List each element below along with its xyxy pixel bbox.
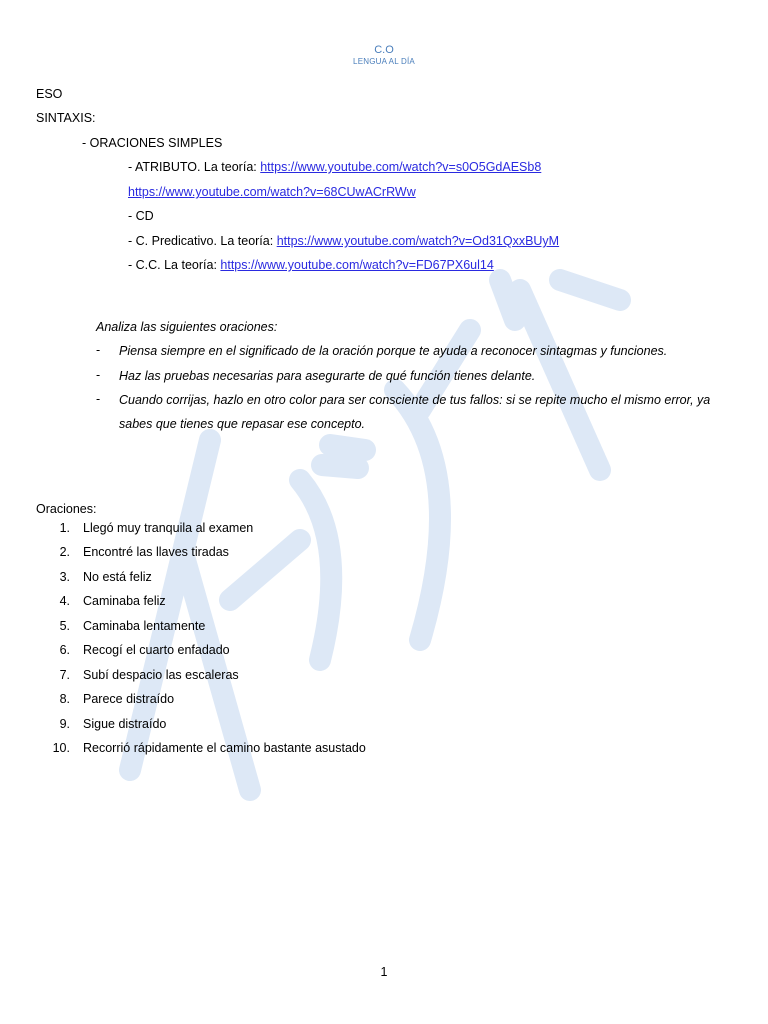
sentence-text: Caminaba feliz: [83, 594, 166, 608]
topic-atributo: [128, 159, 541, 175]
sentence-text: Recogí el cuarto enfadado: [83, 643, 230, 657]
sentence-number: 6.: [59, 643, 70, 657]
youtube-link[interactable]: https://www.youtube.com/watch?v=Od31QxxBUyM: [276, 234, 560, 248]
sentence-text: Sigue distraído: [83, 717, 167, 731]
instruction-item-continued: sabes que tienes que repasar ese concepto.: [119, 417, 366, 431]
instruction-item: Piensa siempre en el significado de la oración porque te ayuda a reconocer sintagmas y funciones.: [119, 344, 668, 358]
instruction-item: Cuando corrijas, hazlo en otro color para ser consciente de tus fallos: si se repite mucho el mismo error, ya: [119, 393, 711, 407]
topic-label: - CD: [128, 209, 154, 223]
sentence-number: 1.: [59, 521, 70, 535]
sentence-text: Caminaba lentamente: [83, 619, 206, 633]
subsection-heading: - ORACIONES SIMPLES: [82, 136, 223, 150]
sentence-text: Parece distraído: [83, 692, 175, 706]
sentence-number: 3.: [59, 570, 70, 584]
sentences-heading: Oraciones:: [36, 502, 97, 516]
sentence-text: Recorrió rápidamente el camino bastante asustado: [83, 741, 366, 755]
topic-label: - ATRIBUTO. La teoría:: [128, 160, 261, 174]
level-label: ESO: [36, 87, 63, 101]
header-subtitle: LENGUA AL DÍA: [353, 57, 415, 66]
topic-label: - C. Predicativo. La teoría:: [128, 234, 277, 248]
topic-atributo-extra: [128, 184, 416, 200]
topic-cd: [128, 208, 154, 224]
sentence-number: 5.: [59, 619, 70, 633]
sentence-number: 2.: [59, 545, 70, 559]
page-number: 1: [380, 965, 388, 979]
sentence-number: 4.: [59, 594, 70, 608]
topic-predicativo: [128, 233, 559, 249]
bullet-dash: -: [96, 343, 101, 357]
sentence-number: 9.: [59, 717, 70, 731]
youtube-link[interactable]: https://www.youtube.com/watch?v=68CUwACrRWw: [128, 185, 416, 199]
sentence-text: Encontré las llaves tiradas: [83, 545, 229, 559]
sentence-number: 7.: [59, 668, 70, 682]
header-title: C.O: [374, 44, 394, 56]
sentence-number: 10.: [52, 741, 70, 755]
instruction-item: Haz las pruebas necesarias para asegurarte de qué función tienes delante.: [119, 369, 536, 383]
sentence-text: Subí despacio las escaleras: [83, 668, 239, 682]
instructions-heading: Analiza las siguientes oraciones:: [96, 320, 278, 334]
topic-label: - C.C. La teoría:: [128, 258, 221, 272]
youtube-link[interactable]: https://www.youtube.com/watch?v=s0O5GdAESb8: [260, 160, 542, 174]
bullet-dash: -: [96, 368, 101, 382]
sentence-number: 8.: [59, 692, 70, 706]
bullet-dash: -: [96, 392, 101, 406]
sentence-text: No está feliz: [83, 570, 152, 584]
youtube-link[interactable]: https://www.youtube.com/watch?v=FD67PX6ul14: [220, 258, 494, 272]
topic-cc: [128, 257, 494, 273]
sentence-text: Llegó muy tranquila al examen: [83, 521, 254, 535]
page-header: [0, 44, 768, 68]
section-heading: SINTAXIS:: [36, 111, 96, 125]
